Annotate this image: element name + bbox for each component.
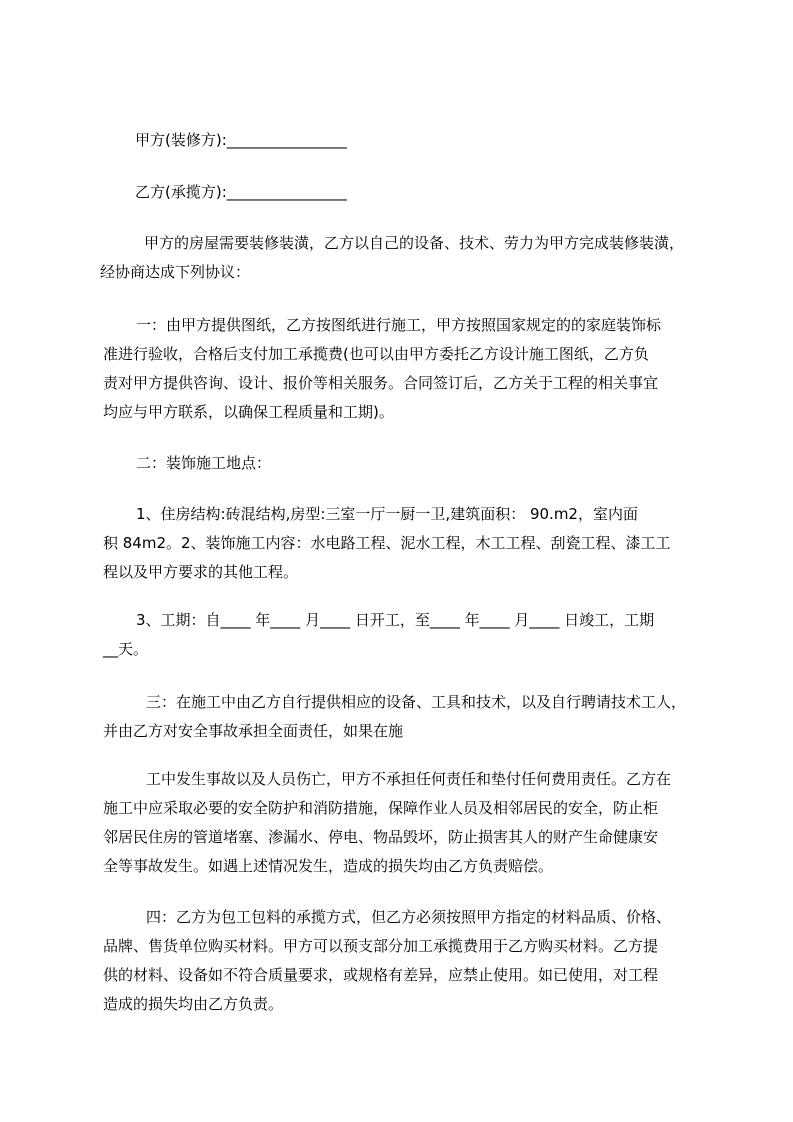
- clause-4-line: 四：乙方为包工包料的承揽方式，但乙方必须按照甲方指定的材料品质、价格、: [146, 908, 672, 926]
- clause-2-item-1-line: 1、住房结构:砖混结构,房型:三室一厅一厨一卫,建筑面积： 90.m2，室内面: [136, 505, 638, 523]
- clause-3-paragraph: [103, 688, 687, 746]
- clause-4-line: 造成的损失均由乙方负责。: [103, 995, 284, 1013]
- clause-2-item-3: [103, 606, 683, 664]
- party-b-blank: ________________: [226, 183, 347, 201]
- clause-1-paragraph: [103, 311, 683, 427]
- clause-2-item-3-line: __天。: [103, 640, 149, 658]
- clause-2-item-1-line: 积 84m2。2、装饰施工内容：水电路工程、泥水工程，木工工程、刮瓷工程、漆工工: [103, 534, 671, 552]
- clause-2-item-3-line: 3、工期：自____ 年____ 月____ 日开工，至____ 年____ 月____ 日竣工，工期: [136, 611, 655, 629]
- clause-3-cont-line: 工中发生事故以及人员伤亡，甲方不承担任何责任和垫付任何费用责任。乙方在: [146, 770, 672, 788]
- clause-3-line: 三：在施工中由乙方自行提供相应的设备、工具和技术，以及自行聘请技术工人，: [146, 693, 687, 711]
- party-b-line: [135, 178, 715, 207]
- clause-3-continued: [103, 765, 683, 881]
- clause-3-cont-line: 施工中应采取必要的安全防护和消防措施，保障作业人员及相邻居民的安全，防止柜: [103, 799, 659, 817]
- clause-2-item-1: [103, 500, 683, 587]
- clause-3-cont-line: 全等事故发生。如遇上述情况发生，造成的损失均由乙方负责赔偿。: [103, 857, 554, 875]
- intro-line: 甲方的房屋需要装修装潢，乙方以自己的设备、技术、劳力为甲方完成装修装潢，: [144, 234, 685, 252]
- intro-paragraph: [100, 229, 685, 287]
- clause-1-line: 责对甲方提供咨询、设计、报价等相关服务。合同签订后，乙方关于工程的相关事宜: [103, 374, 659, 392]
- clause-1-line: 均应与甲方联系，以确保工程质量和工期)。: [103, 403, 394, 421]
- clause-2-title: 二：装饰施工地点：: [136, 454, 272, 472]
- party-a-blank: ________________: [226, 131, 347, 149]
- clause-1-line: 准进行验收，合格后支付加工承揽费(也可以由甲方委托乙方设计施工图纸，乙方负: [103, 345, 649, 363]
- clause-4-paragraph: [103, 903, 683, 1019]
- party-a-line: [135, 126, 715, 155]
- intro-line: 经协商达成下列协议：: [100, 263, 251, 281]
- clause-4-line: 品牌、售货单位购买材料。甲方可以预支部分加工承揽费用于乙方购买材料。乙方提: [103, 937, 659, 955]
- clause-3-line: 并由乙方对安全事故承担全面责任，如果在施: [103, 722, 404, 740]
- party-a-label: 甲方(装修方):: [135, 131, 227, 149]
- clause-2-item-1-line: 程以及甲方要求的其他工程。: [103, 563, 299, 581]
- party-b-label: 乙方(承揽方):: [135, 183, 227, 201]
- clause-1-line: 一：由甲方提供图纸，乙方按图纸进行施工，甲方按照国家规定的的家庭装饰标: [136, 316, 662, 334]
- clause-3-cont-line: 邻居民住房的管道堵塞、渗漏水、停电、物品毁坏，防止损害其人的财产生命健康安: [103, 828, 659, 846]
- clause-4-line: 供的材料、设备如不符合质量要求，或规格有差异，应禁止使用。如已使用，对工程: [103, 966, 659, 984]
